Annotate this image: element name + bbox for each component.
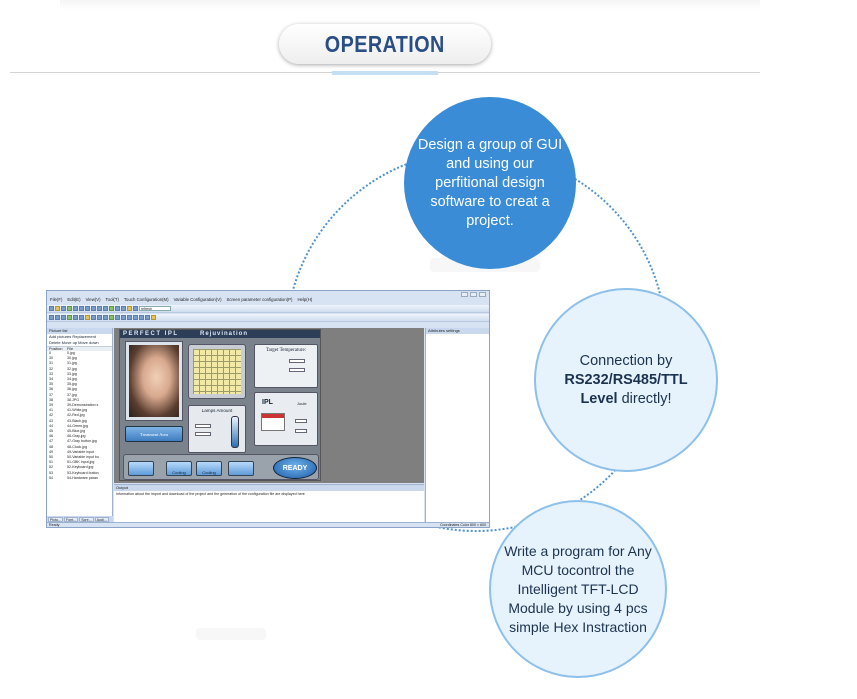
lamps-current-field[interactable] <box>195 432 211 436</box>
curve-tool-icon[interactable] <box>121 315 126 320</box>
menu-item-screen[interactable]: Screen parameter configuration(P) <box>226 296 293 302</box>
header-divider-accent <box>332 71 438 75</box>
picture-position: 54 <box>49 475 53 480</box>
lamps-title: Lamps Amount <box>201 408 233 413</box>
col-position[interactable]: Position <box>49 347 63 351</box>
control-strip <box>123 454 319 480</box>
paste-icon[interactable] <box>85 306 90 311</box>
picture-file: 30.jpg <box>67 356 77 361</box>
keyboard-tool-icon[interactable] <box>97 315 102 320</box>
picture-position: 48 <box>49 444 53 449</box>
picture-position: 53 <box>49 470 53 475</box>
copy-icon[interactable] <box>79 306 84 311</box>
picture-file: 52-Keyboard.jpg <box>67 465 94 470</box>
output-message: Information about the import and download of the project and the generation of the configuration file are displayed here <box>116 492 305 496</box>
ipl-label: IPL <box>262 399 273 406</box>
picture-position: 32 <box>49 366 53 371</box>
status-right: Coordinates Color 800 × 600 <box>439 523 486 527</box>
grid-icon[interactable] <box>121 306 126 311</box>
ipl-up-button[interactable] <box>295 419 307 423</box>
picture-position: 46 <box>49 434 53 439</box>
undo-icon[interactable] <box>91 306 96 311</box>
rtc-tool-icon[interactable] <box>133 315 138 320</box>
menu-item-variable[interactable]: Variable Configuration(V) <box>173 296 222 302</box>
attributes-panel <box>425 328 489 523</box>
clock-tool-icon[interactable] <box>103 315 108 320</box>
software-screenshot <box>46 290 490 528</box>
picture-position: 31 <box>49 361 53 366</box>
face-photo-frame <box>125 341 183 421</box>
step-connection-bubble <box>534 288 718 472</box>
connection-protocols: RS232/RS485/TTL Level <box>564 371 688 407</box>
settings-icon[interactable] <box>127 306 132 311</box>
compile-icon[interactable] <box>67 306 72 311</box>
picture-list-actions-1[interactable]: Add pictures Replacement <box>49 334 96 339</box>
menu-item-file[interactable]: File(F) <box>50 296 63 302</box>
picture-list-actions-2[interactable]: Delete Move up Move down <box>49 340 99 345</box>
picture-list-title: Picture list <box>47 328 112 334</box>
lamps-panel <box>188 405 246 453</box>
picture-position: 45 <box>49 429 53 434</box>
output-panel <box>114 484 424 522</box>
picture-file: 42-Red.jpg <box>67 413 85 418</box>
file-tool-icon[interactable] <box>151 315 156 320</box>
slider-tool-icon[interactable] <box>91 315 96 320</box>
step-connection-text <box>551 352 701 409</box>
picture-position: 33 <box>49 371 53 376</box>
picture-position: 43 <box>49 418 53 423</box>
picture-position: 34 <box>49 377 53 382</box>
control-button-1[interactable] <box>128 461 154 476</box>
attributes-title: Attributes settings <box>426 328 489 334</box>
handpiece-temp-field[interactable] <box>289 359 305 363</box>
list-tool-icon[interactable] <box>145 315 150 320</box>
picture-file: 54-Hardware paran <box>67 475 98 480</box>
lamps-total-field[interactable] <box>195 424 211 428</box>
ipl-panel <box>254 392 318 446</box>
menu-item-touch[interactable]: Touch Configuration(M) <box>123 296 169 302</box>
save-icon[interactable] <box>61 306 66 311</box>
text-tool-icon[interactable] <box>73 315 78 320</box>
picture-file: 37.jpg <box>67 392 77 397</box>
picture-file: 31.jpg <box>67 361 77 366</box>
picture-position: 52 <box>49 465 53 470</box>
picture-file: 35.jpg <box>67 382 77 387</box>
cooling-water-field[interactable] <box>289 368 305 372</box>
qr-tool-icon[interactable] <box>127 315 132 320</box>
picture-file: 33.jpg <box>67 371 77 376</box>
button-tool-icon[interactable] <box>67 315 72 320</box>
design-screen <box>119 329 321 481</box>
menu-item-help[interactable]: Help(H) <box>297 296 313 302</box>
status-left: Ready <box>49 523 60 527</box>
design-brand: PERFECT IPL <box>123 331 179 337</box>
picture-file: 45-Blue.jpg <box>67 429 86 434</box>
menu-item-edit[interactable]: Edit(E) <box>67 296 81 302</box>
picture-file: 43-Black.jpg <box>67 418 87 423</box>
picture-position: 42 <box>49 413 53 418</box>
picture-file: 49-Variable input <box>67 449 94 454</box>
picture-file: 36.jpg <box>67 387 77 392</box>
picture-position: 35 <box>49 382 53 387</box>
step-design-text: Design a group of GUI and using our perfitional design software to creat a project. <box>417 136 563 229</box>
picture-file: 50-Variable input bu <box>67 455 99 460</box>
picture-position: 0 <box>49 351 51 355</box>
connection-pre: Connection by <box>579 352 673 369</box>
return-tool-icon[interactable] <box>109 315 114 320</box>
tab-pictures[interactable]: Pictu... <box>50 518 61 522</box>
step-program-text: Write a program for Any MCU tocontrol the Intelligent TFT-LCD Module by using 4 pcs simple Hex Instraction <box>504 542 652 635</box>
bitmap-tool-icon[interactable] <box>139 315 144 320</box>
picture-list-panel <box>47 328 113 523</box>
connection-post: directly! <box>621 390 672 407</box>
open-icon[interactable] <box>55 306 60 311</box>
picture-file: 38.JPG <box>67 397 79 402</box>
picture-position: 30 <box>49 356 53 361</box>
title-pill <box>279 24 491 64</box>
menu-bar <box>47 295 489 303</box>
menu-item-view[interactable]: View(V) <box>85 296 101 302</box>
treatment-grid[interactable] <box>193 349 241 394</box>
picture-position: 50 <box>49 455 53 460</box>
picture-file: 39-Demonstration s <box>67 403 99 408</box>
cooling-button-1[interactable]: Cooling <box>166 461 192 476</box>
page-title: OPERATION <box>325 30 445 57</box>
top-fade <box>60 0 760 10</box>
step-program-bubble <box>489 500 667 678</box>
picture-file: 32.jpg <box>67 366 77 371</box>
status-bar <box>47 522 489 527</box>
align-right-icon[interactable] <box>61 315 66 320</box>
design-title-bar <box>120 330 320 338</box>
picture-position: 49 <box>49 449 53 454</box>
picture-file: 47-Gray button.jpg <box>67 439 97 444</box>
treatment-area-button[interactable]: Treatment Area <box>125 426 183 442</box>
picture-position: 39 <box>49 403 53 408</box>
icon-tool-icon[interactable] <box>79 315 84 320</box>
picture-file: 48-Clock.jpg <box>67 444 87 449</box>
treatment-grid-frame <box>188 344 246 399</box>
face-photo <box>129 345 179 417</box>
ipl-down-button[interactable] <box>295 429 307 433</box>
output-title: Output <box>114 485 424 491</box>
picture-position: 51 <box>49 460 53 465</box>
target-temperature-panel <box>254 344 318 388</box>
toolbar-1 <box>47 305 489 313</box>
picture-file: 46-Gray.jpg <box>67 434 86 439</box>
lamp-meter-icon <box>231 416 239 448</box>
zoom-icon[interactable] <box>103 306 108 311</box>
picture-position: 44 <box>49 423 53 428</box>
popup-tool-icon[interactable] <box>115 315 120 320</box>
picture-position: 37 <box>49 392 53 397</box>
control-button-4[interactable] <box>228 461 254 476</box>
align-center-icon[interactable] <box>55 315 60 320</box>
faint-reflection <box>196 628 266 640</box>
refresh-select[interactable]: refresh <box>139 306 171 311</box>
ready-button[interactable]: READY <box>273 457 317 479</box>
upload-icon[interactable] <box>133 306 138 311</box>
design-canvas[interactable] <box>114 328 424 483</box>
ipl-mode-box[interactable] <box>261 413 285 431</box>
picture-file: 0.jpg <box>67 351 75 355</box>
variable-tool-icon[interactable] <box>85 315 90 320</box>
list-item[interactable] <box>47 476 112 481</box>
picture-file: 41-White.jpg <box>67 408 88 413</box>
picture-file: 51-GBK input.jpg <box>67 460 95 465</box>
menu-item-tool[interactable]: Tool(T) <box>105 296 119 302</box>
picture-position: 38 <box>49 397 53 402</box>
toolbar-2 <box>47 314 489 322</box>
download-icon[interactable] <box>109 306 114 311</box>
align-left-icon[interactable] <box>49 315 54 320</box>
new-icon[interactable] <box>49 306 54 311</box>
picture-position: 36 <box>49 387 53 392</box>
redo-icon[interactable] <box>97 306 102 311</box>
picture-file: 34.jpg <box>67 377 77 382</box>
cut-icon[interactable] <box>73 306 78 311</box>
tab-fonts[interactable]: Font... <box>66 518 77 522</box>
col-file[interactable]: File <box>67 347 74 351</box>
design-screen-name: Rejuvination <box>200 331 249 337</box>
step-design-bubble <box>404 97 576 269</box>
picture-position: 41 <box>49 408 53 413</box>
picture-position: 47 <box>49 439 53 444</box>
picture-file-list <box>47 351 112 481</box>
tab-audio[interactable]: Audi... <box>96 518 107 522</box>
picture-file: 44-Green.jpg <box>67 423 88 428</box>
preview-icon[interactable] <box>115 306 120 311</box>
target-temperature-title: Target Temperature: <box>265 348 307 353</box>
picture-file: 53-Keyboard button <box>67 470 99 475</box>
ipl-unit: Joule <box>297 401 307 406</box>
cooling-button-2[interactable]: Cooling <box>196 461 222 476</box>
tab-screens[interactable]: Scre... <box>81 518 92 522</box>
